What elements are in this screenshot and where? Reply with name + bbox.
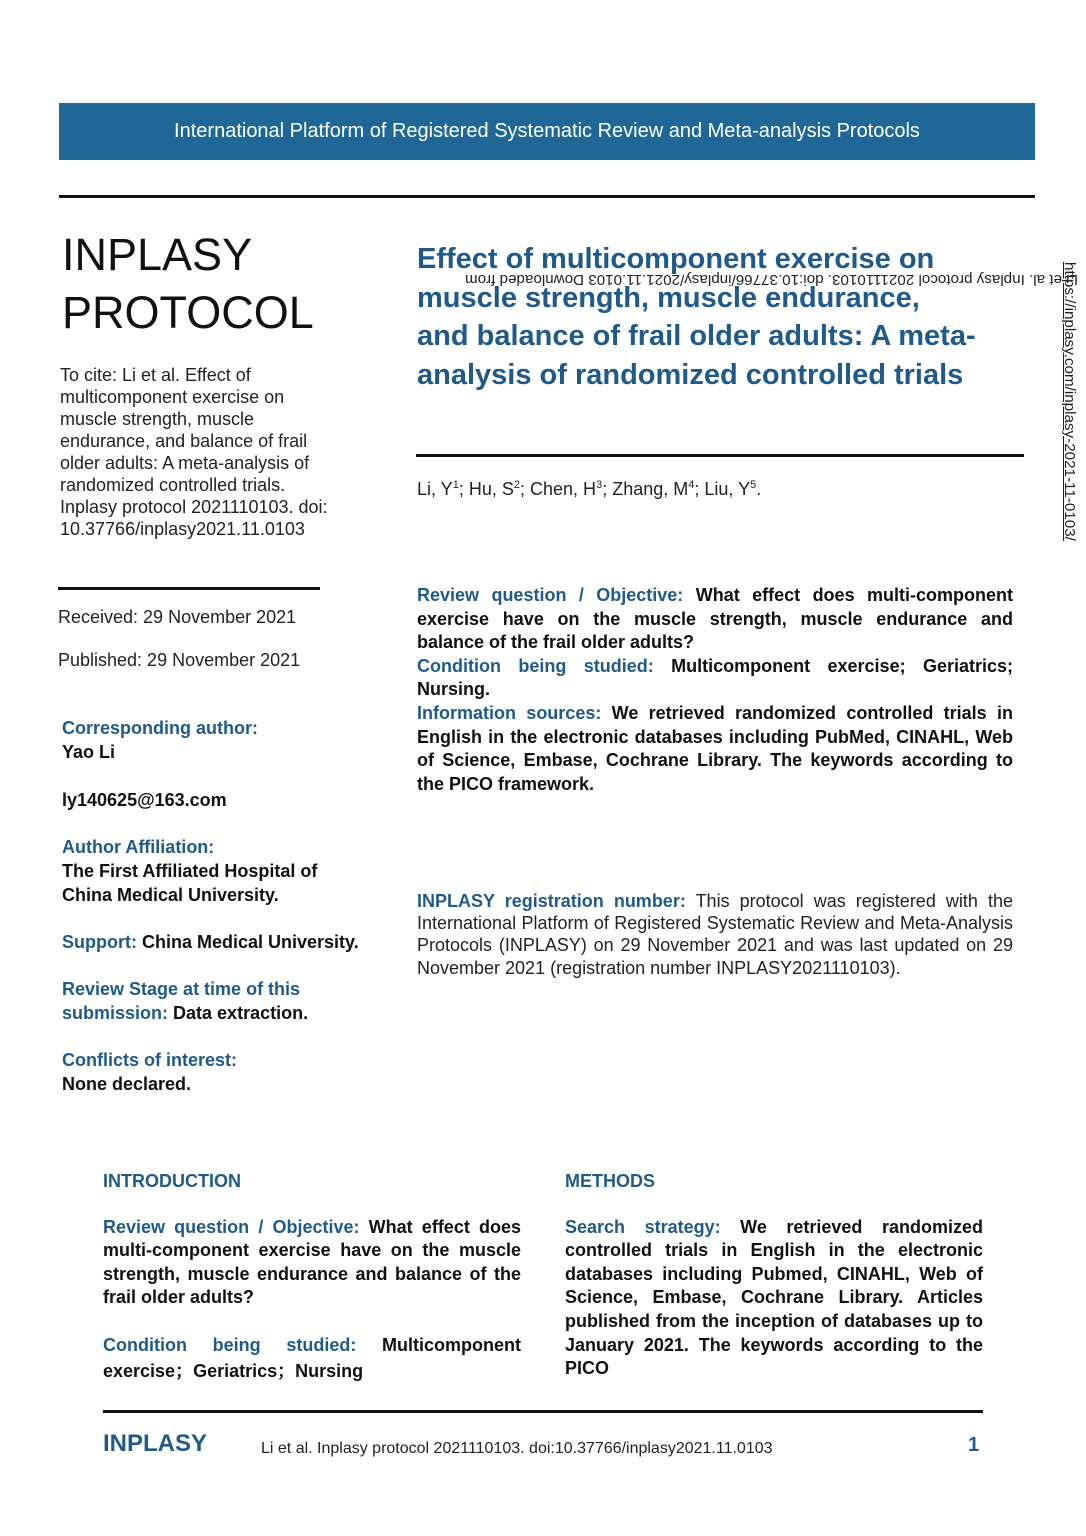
methods-column xyxy=(565,1170,983,1403)
methods-heading: METHODS xyxy=(565,1171,655,1191)
author-list xyxy=(417,479,761,500)
support-label: Support: xyxy=(62,932,137,952)
intro-question-paragraph xyxy=(103,1216,521,1310)
published-date: Published: 29 November 2021 xyxy=(58,650,301,670)
corresponding-name: Yao Li xyxy=(62,742,116,762)
abstract-block xyxy=(417,584,1013,796)
abstract-sources-label: Information sources: xyxy=(417,702,602,723)
corresponding-label: Corresponding author: xyxy=(62,718,258,738)
top-divider xyxy=(59,195,1035,198)
intro-condition-paragraph xyxy=(103,1332,521,1384)
introduction-heading: INTRODUCTION xyxy=(103,1171,241,1191)
citation-block: To cite: Li et al. Effect of multicomponent exercise on muscle strength, muscle endurance, and balance of frail older adults: A meta-analysis of randomized controlled trials. Inplasy protocol 2021110103. doi: 10.37766/inplasy2021.11.0103 xyxy=(60,365,328,539)
author: Hu, $S^2$; xyxy=(468,479,531,499)
dates-block xyxy=(58,607,300,693)
abstract-condition-label: Condition being studied: xyxy=(417,655,654,676)
conflicts-value: None declared. xyxy=(62,1074,192,1094)
registration-block xyxy=(417,890,1013,979)
conflicts-label: Conflicts of interest: xyxy=(62,1050,238,1070)
platform-banner: International Platform of Registered Systematic Review and Meta-analysis Protocols xyxy=(59,103,1035,160)
title-divider xyxy=(416,454,1024,457)
footer-brand: INPLASY xyxy=(103,1430,208,1457)
registration-label: INPLASY registration number: xyxy=(417,891,686,911)
footer-divider xyxy=(103,1410,983,1413)
author: Zhang, $M^4$; xyxy=(612,479,705,499)
registration-text: This protocol was registered with the International Platform of Registered Systematic Review and Meta-Analysis Protocols (INPLASY) on 29 November 2021 and was last updated on 29 November 2021 (registration number INPLASY2021110103). xyxy=(417,891,1013,978)
side-note-link[interactable]: https://inplasy.com/inplasy-2021-11-0103/ xyxy=(1061,262,1078,541)
author-email[interactable]: ly140625@163.com xyxy=(62,790,227,810)
paper-title: Effect of multicomponent exercise on muscle strength, muscle endurance, and balance of frail older adults: A meta-analysis of randomized controlled trials xyxy=(417,243,976,391)
author: Chen, $H^3$; xyxy=(530,479,613,499)
received-date: Received: 29 November 2021 xyxy=(58,607,297,627)
intro-condition-label: Condition being studied: xyxy=(103,1334,357,1355)
abstract-question-label: Review question / Objective: xyxy=(417,585,684,605)
affiliation-value: The First Affiliated Hospital of China Medical University. xyxy=(62,861,318,905)
search-strategy-paragraph xyxy=(565,1216,983,1381)
intro-question: What effect does multi-component exercise have on the muscle strength, muscle endurance and balance of the frail older adults? xyxy=(103,1216,521,1308)
brand-line-2: PROTOCOL xyxy=(62,287,314,338)
author: Liu, $Y^5$. xyxy=(704,479,762,499)
brand-line-1: INPLASY xyxy=(62,229,253,280)
metadata-sidebar xyxy=(62,716,362,1119)
author: Li, $Y^1$; xyxy=(417,479,469,499)
introduction-column xyxy=(103,1170,521,1406)
side-note-text: Li et al. Inplasy protocol 2021110103. doi:10.37766/inplasy/2021.11.0103 Downloaded from xyxy=(465,271,1078,288)
abstract-sources: We retrieved randomized controlled trials in English in the electronic databases including PubMed, CINAHL, Web of Science, Embase, Cochrane Library. The keywords according to the PICO framework. xyxy=(417,702,1013,794)
stage-label: Review Stage at time of this submission: xyxy=(62,979,301,1023)
support-value: China Medical University. xyxy=(142,932,359,952)
abstract-condition: Multicomponent exercise; Geriatrics; Nursing. xyxy=(417,655,1014,700)
stage-value: Data extraction. xyxy=(173,1003,309,1023)
intro-question-label: Review question / Objective: xyxy=(103,1216,360,1237)
affiliation-label: Author Affiliation: xyxy=(62,837,215,857)
protocol-brand xyxy=(62,226,314,342)
page-number: 1 xyxy=(968,1434,980,1456)
footer-citation: Li et al. Inplasy protocol 2021110103. doi:10.37766/inplasy2021.11.0103 xyxy=(261,1440,773,1457)
search-strategy-label: Search strategy: xyxy=(565,1216,721,1237)
abstract-question: What effect does multi-component exercise have on the muscle strength, muscle endurance and balance of the frail older adults? xyxy=(417,585,1013,653)
intro-condition: Multicomponent exercise；Geriatrics；Nursing xyxy=(103,1334,521,1381)
left-divider xyxy=(58,587,320,590)
search-strategy: We retrieved randomized controlled trials in English in the electronic databases including Pubmed, CINAHL, Web of Science, Embase, Cochrane Library. Articles published from the inception of databases up to January 2021. The keywords according to the PICO xyxy=(565,1216,983,1379)
